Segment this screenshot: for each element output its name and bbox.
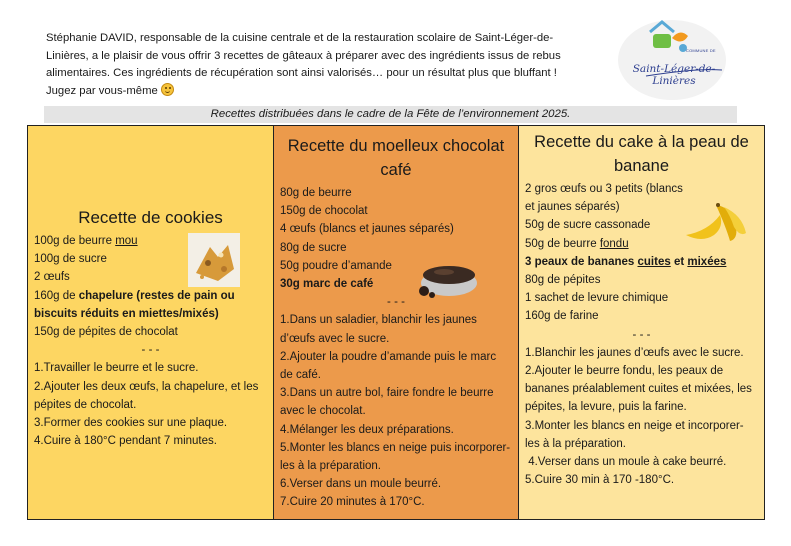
logo-town-name: Saint-Léger-de-Linières — [632, 63, 716, 87]
cookies-step: 4.Cuire à 180°C pendant 7 minutes. — [34, 435, 217, 448]
moelleux-step: 4.Mélanger les deux préparations. — [280, 423, 454, 436]
cake-ingredient: 2 gros œufs ou 3 petits (blancs et jaunes séparés) — [525, 183, 683, 214]
cookie-photo — [188, 233, 240, 287]
cookies-title: Recette de cookies — [78, 208, 223, 227]
cookies-step: 2.Ajouter les deux œufs, la chapelure, et les pépites de chocolat. — [34, 380, 259, 411]
cake-card — [518, 126, 764, 519]
cake-ingredient: 50g de beurre fondu — [525, 237, 629, 250]
moelleux-ingredient: 30g marc de café — [280, 278, 374, 291]
moelleux-step: 3.Dans un autre bol, faire fondre le beurre avec le chocolat. — [280, 387, 494, 418]
cookies-card — [28, 126, 273, 519]
cake-step: 1.Blanchir les jaunes d’œufs avec le sucre. — [525, 346, 744, 359]
cookies-ingredient: 100g de beurre mou — [34, 235, 138, 247]
moelleux-title: Recette du moelleux chocolat café — [287, 137, 505, 179]
cookies-ingredient: 160g de chapelure (restes de pain ou biscuits réduits en miettes/mixés) — [34, 289, 235, 320]
moelleux-card — [273, 126, 518, 519]
cake-ingredient: 160g de farine — [525, 310, 599, 323]
moelleux-step: 6.Verser dans un moule beurré. — [280, 478, 442, 491]
moelleux-ingredient: 80g de sucre — [280, 241, 347, 254]
cake-step: 2.Ajouter le beurre fondu, les peaux de bananes préalablement cuites et mixées, les pépites, la levure, puis la farine. — [525, 365, 752, 414]
separator: - - - — [387, 296, 405, 309]
cake-step: 5.Cuire 30 min à 170 -180°C. — [525, 474, 675, 487]
cookies-ingredient: 100g de sucre — [34, 253, 107, 266]
separator: - - - — [632, 328, 651, 341]
moelleux-step: 7.Cuire 20 minutes à 170°C. — [280, 496, 425, 509]
cake-step: 3.Monter les blancs en neige et incorporer-les à la préparation. — [525, 419, 744, 450]
town-logo — [610, 10, 730, 100]
banana-peel-photo — [680, 197, 752, 245]
logo-commune-label: COMMUNE DE — [686, 48, 716, 53]
moelleux-ingredient: 150g de chocolat — [280, 205, 368, 218]
cake-ingredient: 3 peaux de bananes cuites et mixées — [525, 255, 727, 268]
cake-ingredient: 80g de pépites — [525, 274, 601, 287]
moelleux-ingredient: 4 œufs (blancs et jaunes séparés) — [280, 223, 454, 236]
intro-text: Stéphanie DAVID, responsable de la cuisine centrale et de la restauration scolaire de Saint-Léger-de-Linières, a le plaisir de vous offrir 3 recettes de gâteaux à préparer avec des ingrédients issus de rebus alimentaires. Ces ingrédients de récupération sont ainsi valorisés… pour un résultat plus que bluffant ! Jugez par vous-même — [46, 32, 561, 97]
smiley-icon — [161, 83, 174, 96]
moelleux-ingredient: 80g de beurre — [280, 187, 352, 199]
intro-paragraph — [46, 30, 586, 100]
cake-ingredient: 50g de sucre cassonade — [525, 219, 651, 232]
cake-title: Recette du cake à la peau de banane — [534, 133, 749, 175]
cookies-step: 1.Travailler le beurre et le sucre. — [34, 362, 199, 375]
cake-ingredient: 1 sachet de levure chimique — [525, 292, 669, 305]
recipe-cards — [27, 125, 765, 520]
moelleux-step: 5.Monter les blancs en neige puis incorporer-les à la préparation. — [280, 441, 511, 473]
moelleux-step: 2.Ajouter la poudre d’amande puis le marc de café. — [280, 350, 497, 382]
coffee-grounds-bowl-photo — [414, 253, 480, 299]
cookies-ingredient: 150g de pépites de chocolat — [34, 326, 178, 339]
cookies-ingredient: 2 œufs — [34, 271, 70, 284]
moelleux-step: 1.Dans un saladier, blanchir les jaunes d’œufs avec le sucre. — [280, 314, 477, 345]
event-banner: Recettes distribuées dans le cadre de la Fête de l’environnement 2025. — [44, 106, 737, 123]
cake-step: 4.Verser dans un moule à cake beurré. — [525, 456, 727, 469]
separator: - - - — [141, 344, 160, 357]
moelleux-ingredient: 50g poudre d’amande — [280, 259, 392, 272]
cookies-step: 3.Former des cookies sur une plaque. — [34, 417, 228, 430]
